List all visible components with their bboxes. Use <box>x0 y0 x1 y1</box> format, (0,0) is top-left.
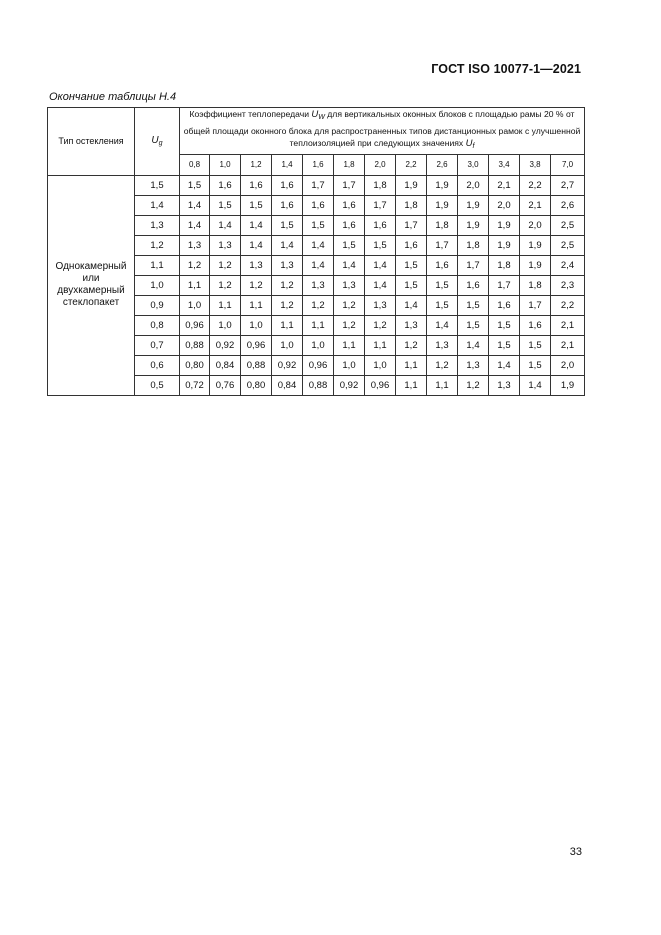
uw-value-cell: 1,0 <box>303 335 334 355</box>
header-text-part1: Коэффициент теплопередачи <box>189 109 312 119</box>
uw-value-cell: 1,7 <box>520 295 551 315</box>
uw-value-cell: 2,2 <box>551 295 585 315</box>
uw-value-cell: 1,7 <box>334 175 365 195</box>
uw-value-cell: 1,8 <box>365 175 396 195</box>
uw-value-cell: 1,1 <box>303 315 334 335</box>
uw-value-cell: 1,2 <box>180 255 210 275</box>
uw-value-cell: 0,96 <box>303 355 334 375</box>
uw-value-cell: 0,84 <box>272 375 303 395</box>
uw-value-cell: 2,0 <box>551 355 585 375</box>
ug-value-cell: 1,1 <box>135 255 180 275</box>
uf-symbol: U <box>465 138 473 149</box>
uw-value-cell: 0,84 <box>210 355 241 375</box>
uw-value-cell: 1,2 <box>334 315 365 335</box>
uw-value-cell: 1,2 <box>365 315 396 335</box>
uw-value-cell: 1,6 <box>427 255 458 275</box>
uw-value-cell: 1,3 <box>489 375 520 395</box>
uw-value-cell: 1,5 <box>489 335 520 355</box>
uw-value-cell: 1,8 <box>396 195 427 215</box>
table-body <box>48 175 585 395</box>
uw-value-cell: 1,4 <box>180 215 210 235</box>
uf-value-header: 1,4 <box>272 154 303 175</box>
uw-value-cell: 1,2 <box>272 275 303 295</box>
uw-value-cell: 1,3 <box>396 315 427 335</box>
uw-value-cell: 1,9 <box>427 175 458 195</box>
uw-value-cell: 1,5 <box>458 295 489 315</box>
uw-value-cell: 1,4 <box>303 235 334 255</box>
uw-value-cell: 1,7 <box>458 255 489 275</box>
glazing-type-cell: Однокамерный или двухкамерный стеклопакет <box>48 175 135 395</box>
uw-value-cell: 1,1 <box>365 335 396 355</box>
uf-value-header: 1,0 <box>210 154 241 175</box>
table-row <box>48 175 585 195</box>
uw-value-cell: 1,6 <box>365 215 396 235</box>
uw-value-cell: 1,5 <box>241 195 272 215</box>
uw-value-cell: 1,3 <box>272 255 303 275</box>
uf-value-header: 2,2 <box>396 154 427 175</box>
uf-subscript: f <box>472 143 475 150</box>
uw-value-cell: 2,1 <box>489 175 520 195</box>
uw-value-cell: 1,1 <box>272 315 303 335</box>
uw-value-cell: 1,5 <box>427 295 458 315</box>
uw-value-cell: 2,1 <box>551 315 585 335</box>
uw-value-cell: 1,0 <box>272 335 303 355</box>
uw-value-cell: 1,9 <box>427 195 458 215</box>
header-row <box>48 108 585 155</box>
uw-value-cell: 0,88 <box>303 375 334 395</box>
uw-value-cell: 1,6 <box>241 175 272 195</box>
uw-value-cell: 1,0 <box>365 355 396 375</box>
uw-value-cell: 1,3 <box>241 255 272 275</box>
uw-value-cell: 0,92 <box>210 335 241 355</box>
uw-value-cell: 1,4 <box>241 235 272 255</box>
uw-value-cell: 1,5 <box>427 275 458 295</box>
header-text-part2: для вертикальных оконных блоков с площадью рамы 20 % от общей площади оконного блока для распространенных типов дистанционных рамок с улучшенной теплоизоляцией при следующих значениях <box>183 109 581 148</box>
ug-header <box>135 108 180 176</box>
uf-value-header: 3,8 <box>520 154 551 175</box>
uw-value-cell: 1,4 <box>396 295 427 315</box>
uw-value-cell: 1,2 <box>303 295 334 315</box>
uw-value-cell: 2,0 <box>458 175 489 195</box>
uw-value-cell: 1,4 <box>458 335 489 355</box>
uw-value-cell: 1,4 <box>210 215 241 235</box>
uw-value-cell: 1,5 <box>396 255 427 275</box>
uw-value-cell: 1,9 <box>458 215 489 235</box>
uw-value-cell: 1,9 <box>396 175 427 195</box>
uw-value-cell: 1,4 <box>427 315 458 335</box>
uw-value-cell: 1,4 <box>272 235 303 255</box>
ug-value-cell: 0,7 <box>135 335 180 355</box>
ug-value-cell: 1,4 <box>135 195 180 215</box>
uw-value-cell: 1,4 <box>489 355 520 375</box>
uw-value-cell: 1,5 <box>458 315 489 335</box>
uw-value-cell: 0,72 <box>180 375 210 395</box>
uw-value-cell: 1,5 <box>520 335 551 355</box>
uw-value-cell: 0,96 <box>180 315 210 335</box>
uw-value-cell: 1,6 <box>210 175 241 195</box>
uw-value-cell: 1,4 <box>180 195 210 215</box>
uf-value-header: 1,6 <box>303 154 334 175</box>
uw-value-cell: 1,6 <box>334 195 365 215</box>
uw-value-cell: 1,4 <box>241 215 272 235</box>
uw-value-cell: 1,2 <box>334 295 365 315</box>
uw-value-cell: 1,8 <box>520 275 551 295</box>
uw-value-cell: 1,9 <box>520 255 551 275</box>
uw-value-cell: 2,0 <box>520 215 551 235</box>
uw-value-cell: 1,7 <box>303 175 334 195</box>
uw-value-cell: 1,4 <box>303 255 334 275</box>
uw-value-cell: 1,6 <box>272 195 303 215</box>
page-number: 33 <box>569 846 582 858</box>
uw-value-cell: 1,5 <box>334 235 365 255</box>
uw-value-cell: 1,4 <box>334 255 365 275</box>
uw-value-cell: 1,3 <box>458 355 489 375</box>
uw-value-cell: 0,92 <box>272 355 303 375</box>
uw-value-cell: 1,1 <box>210 295 241 315</box>
uw-value-cell: 1,6 <box>272 175 303 195</box>
uw-value-cell: 1,6 <box>489 295 520 315</box>
uw-value-cell: 0,96 <box>365 375 396 395</box>
uw-value-cell: 1,5 <box>272 215 303 235</box>
uw-value-cell: 1,9 <box>489 235 520 255</box>
glazing-type-header: Тип остекления <box>48 108 135 176</box>
uw-value-cell: 0,76 <box>210 375 241 395</box>
uw-value-cell: 1,1 <box>396 375 427 395</box>
uw-subscript: W <box>318 114 325 121</box>
uw-value-cell: 1,9 <box>458 195 489 215</box>
uw-value-cell: 1,6 <box>396 235 427 255</box>
uw-value-cell: 1,9 <box>489 215 520 235</box>
uf-value-header: 3,4 <box>489 154 520 175</box>
uw-value-cell: 1,6 <box>458 275 489 295</box>
table-caption: Окончание таблицы Н.4 <box>49 91 177 103</box>
uw-value-cell: 2,1 <box>551 335 585 355</box>
uw-value-cell: 1,7 <box>365 195 396 215</box>
uf-value-header: 0,8 <box>180 154 210 175</box>
ug-value-cell: 0,9 <box>135 295 180 315</box>
uw-value-cell: 1,3 <box>303 275 334 295</box>
uw-value-cell: 2,3 <box>551 275 585 295</box>
uw-value-cell: 1,9 <box>551 375 585 395</box>
uw-value-cell: 0,80 <box>180 355 210 375</box>
uw-value-cell: 0,96 <box>241 335 272 355</box>
uw-value-cell: 1,3 <box>365 295 396 315</box>
uw-value-cell: 1,1 <box>396 355 427 375</box>
ug-value-cell: 1,2 <box>135 235 180 255</box>
heat-transfer-table <box>47 107 585 396</box>
uw-symbol: U <box>311 109 319 120</box>
uw-value-cell: 1,4 <box>365 255 396 275</box>
uf-value-header: 2,6 <box>427 154 458 175</box>
uw-value-cell: 1,5 <box>489 315 520 335</box>
uw-value-cell: 1,2 <box>458 375 489 395</box>
uw-value-cell: 1,0 <box>210 315 241 335</box>
uf-value-header: 3,0 <box>458 154 489 175</box>
uw-value-cell: 1,1 <box>241 295 272 315</box>
uw-value-cell: 1,0 <box>241 315 272 335</box>
uw-value-cell: 1,6 <box>303 195 334 215</box>
uf-value-header: 1,8 <box>334 154 365 175</box>
uw-value-cell: 2,0 <box>489 195 520 215</box>
uw-value-cell: 1,6 <box>334 215 365 235</box>
uw-value-cell: 1,3 <box>210 235 241 255</box>
uw-value-cell: 1,1 <box>334 335 365 355</box>
uw-value-cell: 1,8 <box>427 215 458 235</box>
uw-value-cell: 2,5 <box>551 215 585 235</box>
uw-value-cell: 1,2 <box>427 355 458 375</box>
uf-value-header: 2,0 <box>365 154 396 175</box>
uw-value-cell: 1,2 <box>241 275 272 295</box>
uw-value-cell: 1,5 <box>520 355 551 375</box>
uw-value-cell: 1,4 <box>365 275 396 295</box>
uw-value-cell: 1,3 <box>427 335 458 355</box>
uw-value-cell: 1,5 <box>210 195 241 215</box>
uw-value-cell: 0,80 <box>241 375 272 395</box>
uw-value-cell: 2,5 <box>551 235 585 255</box>
uw-value-cell: 1,2 <box>396 335 427 355</box>
uw-value-cell: 0,88 <box>180 335 210 355</box>
uw-value-cell: 1,1 <box>180 275 210 295</box>
uw-value-cell: 1,7 <box>427 235 458 255</box>
ug-value-cell: 1,5 <box>135 175 180 195</box>
ug-value-cell: 1,0 <box>135 275 180 295</box>
ug-value-cell: 0,5 <box>135 375 180 395</box>
ug-value-cell: 1,3 <box>135 215 180 235</box>
uw-value-cell: 2,6 <box>551 195 585 215</box>
uw-value-cell: 0,88 <box>241 355 272 375</box>
standard-designation: ГОСТ ISO 10077-1—2021 <box>431 62 581 76</box>
uw-value-cell: 1,7 <box>396 215 427 235</box>
uw-value-cell: 1,2 <box>272 295 303 315</box>
uw-value-cell: 2,1 <box>520 195 551 215</box>
uw-value-cell: 1,6 <box>520 315 551 335</box>
ug-symbol: U <box>151 135 159 147</box>
uw-value-cell: 1,2 <box>210 275 241 295</box>
uw-value-cell: 1,3 <box>180 235 210 255</box>
uw-value-cell: 2,4 <box>551 255 585 275</box>
uw-value-cell: 1,8 <box>489 255 520 275</box>
uw-value-cell: 1,1 <box>427 375 458 395</box>
uw-value-cell: 1,3 <box>334 275 365 295</box>
uw-value-cell: 0,92 <box>334 375 365 395</box>
uw-value-cell: 1,5 <box>396 275 427 295</box>
uw-value-cell: 1,5 <box>180 175 210 195</box>
ug-value-cell: 0,6 <box>135 355 180 375</box>
uw-value-cell: 1,5 <box>365 235 396 255</box>
uw-value-cell: 1,8 <box>458 235 489 255</box>
uw-value-cell: 1,0 <box>334 355 365 375</box>
uw-value-cell: 1,9 <box>520 235 551 255</box>
uf-value-header: 7,0 <box>551 154 585 175</box>
uw-value-cell: 1,0 <box>180 295 210 315</box>
uw-value-cell: 2,2 <box>520 175 551 195</box>
ug-value-cell: 0,8 <box>135 315 180 335</box>
uw-value-cell: 1,2 <box>210 255 241 275</box>
uw-description-header <box>180 108 585 155</box>
uw-value-cell: 1,5 <box>303 215 334 235</box>
uw-value-cell: 2,7 <box>551 175 585 195</box>
ug-subscript: g <box>158 140 163 148</box>
uw-value-cell: 1,4 <box>520 375 551 395</box>
uf-value-header: 1,2 <box>241 154 272 175</box>
uw-value-cell: 1,7 <box>489 275 520 295</box>
